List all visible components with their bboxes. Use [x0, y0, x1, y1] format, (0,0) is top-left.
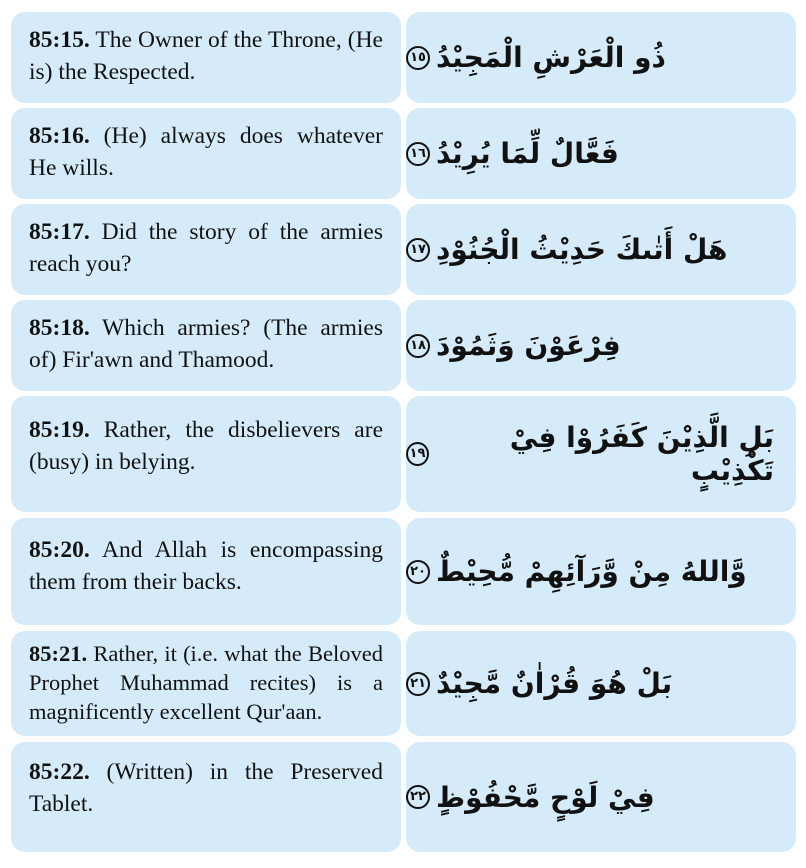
- verse-arabic-card: [406, 204, 796, 295]
- verse-arabic-card: [406, 108, 796, 199]
- verse-number-mark: ٢٢: [406, 785, 430, 809]
- verse-arabic-card: [406, 12, 796, 103]
- verse-arabic-card: [406, 631, 796, 736]
- verse-arabic-text: فَعَّالٌ لِّمَا يُرِيْدُ: [436, 137, 619, 170]
- verse-translation: [11, 204, 401, 280]
- verse-translation: [11, 108, 401, 184]
- verse-reference: 85:16.: [29, 123, 90, 149]
- verse-reference: 85:20.: [29, 537, 90, 563]
- verse-translation-card: [11, 518, 401, 625]
- verse-number-mark: ١٥: [406, 46, 430, 70]
- verse-arabic-text: هَلْ أَتٰىكَ حَدِيْثُ الْجُنُوْدِ: [436, 233, 728, 266]
- verse-translation-card: [11, 742, 401, 852]
- verse-arabic-text: فِرْعَوْنَ وَثَمُوْدَ: [436, 329, 621, 362]
- verse-arabic-text: وَّاللهُ مِنْ وَّرَآئِهِمْ مُّحِيْطٌ: [436, 555, 747, 588]
- verse-translation-text: And Allah is encompassing them from their backs.: [29, 537, 383, 595]
- verse-number-mark: ١٦: [406, 142, 430, 166]
- verse-translation-card: [11, 204, 401, 295]
- verse-arabic-card: [406, 518, 796, 625]
- verse-translation: [11, 742, 401, 820]
- verse-translation: [11, 631, 401, 726]
- verse-number-mark: ١٩: [406, 442, 429, 466]
- verse-translation-text: Rather, it (i.e. what the Beloved Prophet Muhammad recites) is a magnificently excellent Qur'aan.: [29, 641, 383, 724]
- verse-translation: [11, 396, 401, 478]
- verse-translation-text: Which armies? (The armies of) Fir'awn and Thamood.: [29, 315, 383, 373]
- verse-translation-text: (Written) in the Preserved Tablet.: [29, 759, 383, 817]
- verse-translation: [11, 12, 401, 88]
- verse-arabic-text: بَلِ الَّذِيْنَ كَفَرُوْا فِيْ تَكْذِيْبٍ: [509, 421, 774, 487]
- verse-number-mark: ١٨: [406, 334, 430, 358]
- verse-number-mark: ٢٠: [406, 560, 430, 584]
- verse-arabic-card: [406, 300, 796, 391]
- verse-translation-card: [11, 300, 401, 391]
- verse-arabic-card: [406, 742, 796, 852]
- verse-arabic-text: بَلْ هُوَ قُرْاٰنٌ مَّجِيْدٌ: [436, 667, 673, 700]
- verse-translation-card: [11, 396, 401, 512]
- verse-reference: 85:17.: [29, 219, 90, 245]
- verse-translation: [11, 300, 401, 376]
- verse-arabic-text: فِيْ لَوْحٍ مَّحْفُوْظٍ: [436, 780, 655, 814]
- verse-reference: 85:18.: [29, 315, 90, 341]
- verse-number-mark: ١٧: [406, 238, 430, 262]
- verse-number-mark: ٢١: [406, 672, 430, 696]
- verse-translation-text: (He) always does whatever He wills.: [29, 123, 383, 181]
- verse-translation-card: [11, 108, 401, 199]
- verse-reference: 85:22.: [29, 759, 90, 785]
- verse-translation-text: Did the story of the armies reach you?: [29, 219, 383, 277]
- verse-reference: 85:19.: [29, 417, 90, 443]
- verse-translation-text: The Owner of the Throne, (He is) the Respected.: [29, 27, 383, 85]
- verse-reference: 85:21.: [29, 641, 88, 666]
- verse-translation-card: [11, 12, 401, 103]
- verse-translation: [11, 518, 401, 598]
- verse-reference: 85:15.: [29, 27, 90, 53]
- verse-translation-card: [11, 631, 401, 736]
- verse-arabic-card: [406, 396, 796, 512]
- verse-arabic-text: ذُو الْعَرْشِ الْمَجِيْدُ: [436, 41, 666, 74]
- verse-translation-text: Rather, the disbelievers are (busy) in belying.: [29, 417, 383, 475]
